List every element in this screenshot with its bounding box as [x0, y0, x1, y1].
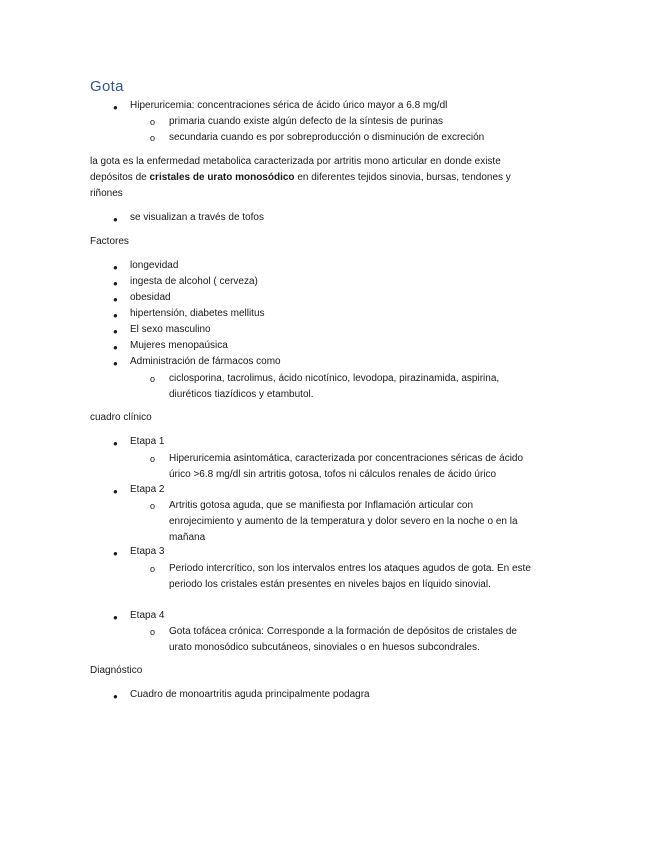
etapa-text: mañana: [169, 532, 206, 543]
factor-item: hipertensión, diabetes mellitus: [130, 308, 265, 319]
etapa-text: úrico >6.8 mg/dl sin artritis gotosa, tofos ni cálculos renales de ácido úrico: [169, 469, 497, 480]
bullet-icon: ●: [113, 311, 118, 320]
bullet-icon: ●: [113, 439, 118, 448]
etapa-text: urato monosódico subcutáneos, sinoviales o en huesos subcondrales.: [169, 642, 480, 653]
definition-text: depósitos de: [90, 172, 150, 183]
sub-bullet-icon: o: [150, 627, 156, 637]
sub-bullet-icon: o: [150, 454, 156, 464]
factor-item: obesidad: [130, 292, 171, 303]
etapa-text: Gota tofácea crónica: Corresponde a la formación de depósitos de cristales de: [169, 626, 517, 637]
etapa-text: periodo los cristales están presentes en niveles bajos en líquido sinovial.: [169, 579, 491, 590]
factor-item: ingesta de alcohol ( cerveza): [130, 276, 258, 287]
bullet-icon: ●: [113, 692, 118, 701]
etapa-text: Periodo intercrítico, son los intervalos entres los ataques agudos de gota. En este: [169, 563, 531, 574]
etapa-text: Artritis gotosa aguda, que se manifiesta por Inflamación articular con: [169, 500, 474, 511]
factor-item: Administración de fármacos como: [130, 356, 281, 367]
bullet-icon: ●: [113, 613, 118, 622]
list-item-tofos: se visualizan a través de tofos: [130, 212, 264, 223]
bullet-icon: ●: [113, 327, 118, 336]
sub-bullet-icon: o: [150, 564, 156, 574]
bullet-icon: ●: [113, 103, 118, 112]
bullet-icon: ●: [113, 263, 118, 272]
bullet-icon: ●: [113, 549, 118, 558]
section-heading-diagnostico: Diagnóstico: [90, 665, 143, 676]
bullet-icon: ●: [113, 359, 118, 368]
factor-item: Mujeres menopaúsica: [130, 340, 228, 351]
etapa-label: Etapa 1: [130, 436, 165, 447]
etapa-label: Etapa 2: [130, 484, 165, 495]
sub-bullet-icon: o: [150, 501, 156, 511]
etapa-label: Etapa 4: [130, 610, 165, 621]
bullet-icon: ●: [113, 295, 118, 304]
definition-line-3: riñones: [90, 188, 123, 199]
bullet-icon: ●: [113, 279, 118, 288]
definition-emphasis: cristales de urato monosódico: [149, 172, 295, 183]
sub-bullet-icon: o: [150, 374, 156, 384]
sub-item-secundaria: secundaria cuando es por sobreproducción o disminución de excreción: [169, 132, 485, 143]
etapa-text: Hiperuricemia asintomática, caracterizada por concentraciones séricas de ácido: [169, 453, 524, 464]
factor-item: El sexo masculino: [130, 324, 211, 335]
definition-text: en diferentes tejidos sinovia, bursas, tendones y: [294, 172, 511, 183]
section-heading-factores: Factores: [90, 236, 129, 247]
sub-bullet-icon: o: [150, 117, 156, 127]
factor-item: longevidad: [130, 260, 179, 271]
list-item-hiperuricemia: Hiperuricemia: concentraciones sérica de ácido úrico mayor a 6.8 mg/dl: [130, 100, 448, 111]
section-heading-cuadro-clinico: cuadro clínico: [90, 412, 152, 423]
etapa-text: enrojecimiento y aumento de la temperatura y dolor severo en la noche o en la: [169, 516, 518, 527]
etapa-label: Etapa 3: [130, 546, 165, 557]
farmacos-line: ciclosporina, tacrolimus, ácido nicotínico, levodopa, pirazinamida, aspirina,: [169, 373, 500, 384]
sub-item-primaria: primaria cuando existe algún defecto de la síntesis de purinas: [169, 116, 444, 127]
definition-line-2: [90, 170, 511, 186]
diagnostico-item: Cuadro de monoartritis aguda principalmente podagra: [130, 689, 370, 700]
definition-line-1: la gota es la enfermedad metabolica caracterizada por artritis mono articular en donde existe: [90, 156, 501, 167]
page-title: Gota: [90, 78, 124, 95]
bullet-icon: ●: [113, 343, 118, 352]
bullet-icon: ●: [113, 215, 118, 224]
bullet-icon: ●: [113, 487, 118, 496]
farmacos-line: diuréticos tiazídicos y etambutol.: [169, 389, 314, 400]
sub-bullet-icon: o: [150, 133, 156, 143]
